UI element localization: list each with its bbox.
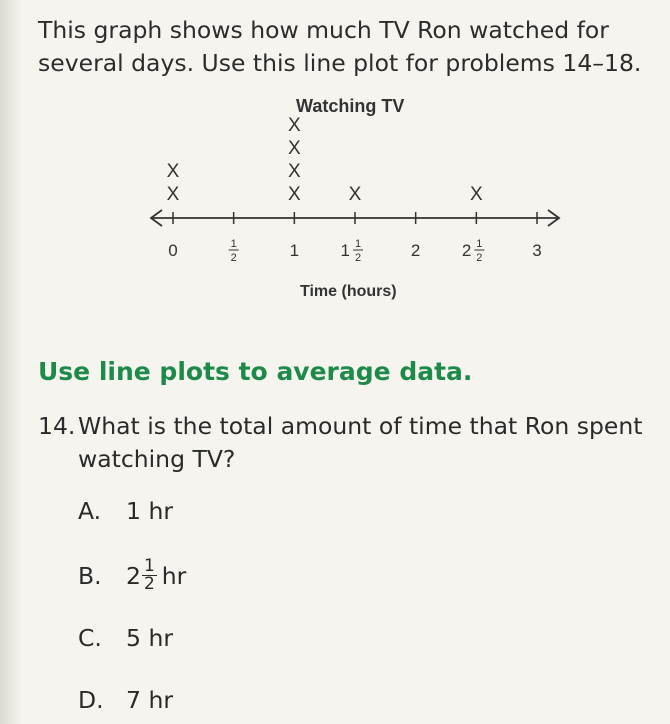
question-text: What is the total amount of time that Ron spent watching TV? <box>78 412 643 473</box>
line-plot <box>0 0 670 330</box>
tick-label-denominator: 2 <box>230 252 237 264</box>
option-unit: hr <box>148 497 173 525</box>
fraction-numerator: 1 <box>143 556 155 576</box>
line-plot-svg <box>0 0 670 330</box>
data-point-x-marker: X <box>348 184 362 205</box>
tick-label-denominator: 2 <box>354 252 362 264</box>
fraction-denominator: 2 <box>143 574 155 594</box>
tick-label-numerator: 1 <box>230 238 237 250</box>
option-value: 1 <box>126 497 141 525</box>
data-point-x-marker: X <box>469 184 483 205</box>
tick-label-denominator: 2 <box>476 252 483 264</box>
data-point-x-marker: X <box>166 184 180 205</box>
tick-label-whole: 2 <box>461 241 472 260</box>
tick-label: 0 <box>168 241 178 260</box>
option-unit: hr <box>148 686 173 714</box>
option-letter: A. <box>78 497 102 525</box>
tick-label: 1 <box>289 241 300 260</box>
fraction <box>142 558 157 593</box>
option-d[interactable] <box>78 686 173 714</box>
option-unit: hr <box>161 561 187 590</box>
intro-line-2: several days. Use this line plot for problems 14–18. <box>38 49 642 77</box>
option-whole: 2 <box>126 561 141 590</box>
data-point-x-marker: X <box>287 138 301 159</box>
section-heading: Use line plots to average data. <box>38 357 473 386</box>
option-b[interactable] <box>78 558 186 593</box>
tick-label-numerator: 1 <box>476 238 483 250</box>
option-letter: C. <box>78 624 102 652</box>
option-a[interactable] <box>78 497 173 525</box>
intro-line-1: This graph shows how much TV Ron watched for <box>38 16 609 44</box>
tick-label-numerator: 1 <box>354 238 362 250</box>
mixed-number <box>126 558 162 593</box>
tick-label: 2 <box>410 241 421 260</box>
option-c[interactable] <box>78 624 173 652</box>
tick-label-whole: 1 <box>340 241 350 260</box>
data-point-x-marker: X <box>287 161 301 182</box>
option-unit: hr <box>148 624 173 652</box>
data-point-x-marker: X <box>287 115 301 136</box>
question-number: 14. <box>38 412 76 440</box>
data-point-x-marker: X <box>287 184 301 205</box>
option-letter: B. <box>78 561 102 590</box>
chart-title: Watching TV <box>296 96 405 116</box>
x-axis-label: Time (hours) <box>300 283 397 300</box>
option-letter: D. <box>78 686 104 714</box>
option-value: 5 <box>126 624 141 652</box>
option-value: 7 <box>126 686 141 714</box>
tick-label: 3 <box>532 241 542 260</box>
data-point-x-marker: X <box>166 161 180 182</box>
